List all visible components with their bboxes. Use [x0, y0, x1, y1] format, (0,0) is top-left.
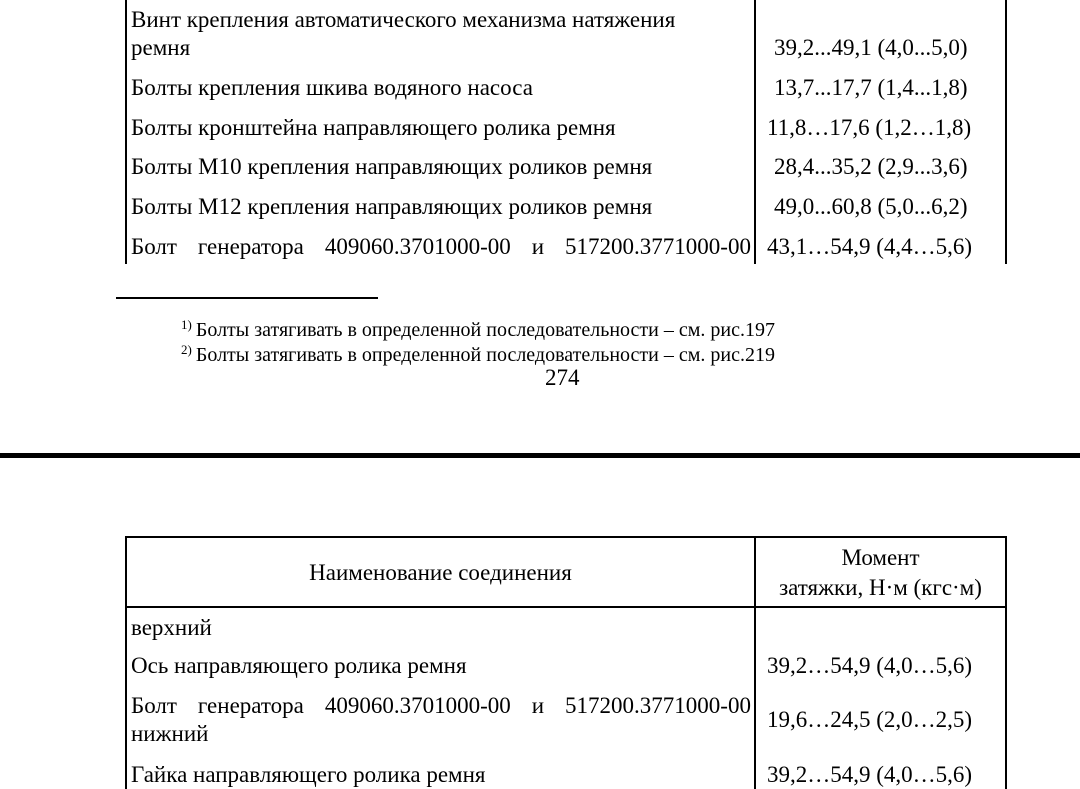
table-cell-value: 19,6…24,5 (2,0…2,5)	[767, 707, 973, 732]
footnote-separator	[116, 297, 378, 299]
footnote-2	[181, 338, 775, 367]
word: и	[531, 234, 545, 259]
table-cell-value: 39,2…54,9 (4,0…5,6)	[767, 653, 973, 678]
column-header-name: Наименование соединения	[309, 560, 572, 585]
footnote-mark: 2)	[181, 342, 192, 357]
word: 409060.3701000-00	[324, 693, 511, 718]
table-header-border	[125, 606, 1007, 608]
word: Болт	[131, 693, 177, 718]
table-cell-name: Болты кронштейна направляющего ролика ремня	[131, 115, 616, 140]
footnote-mark: 1)	[181, 317, 192, 332]
table-cell-name: Болты М12 крепления направляющих роликов ремня	[131, 194, 653, 219]
table-right-border	[1005, 0, 1007, 264]
word: 517200.3771000-00	[565, 234, 751, 259]
table-cell-value: 43,1…54,9 (4,4…5,6)	[767, 234, 973, 259]
table-cell-value: 49,0...60,8 (5,0...6,2)	[774, 194, 968, 219]
table-cell-value: 39,2...49,1 (4,0...5,0)	[774, 35, 968, 60]
table-left-border	[125, 0, 127, 264]
table-cell-name: Гайка направляющего ролика ремня	[131, 762, 486, 787]
table-cell-name	[131, 692, 751, 720]
table-cell-name: Болты М10 крепления направляющих роликов ремня	[131, 154, 653, 179]
footnote-text: Болты затягивать в определенной последовательности – см. рис.219	[195, 344, 775, 366]
table-right-border	[1005, 536, 1007, 789]
page-number: 274	[545, 365, 580, 390]
column-header-value-line2: затяжки, Н·м (кгс·м)	[779, 575, 982, 600]
page-divider	[0, 453, 1080, 458]
word: Болт	[131, 234, 177, 259]
column-header-value-line1: Момент	[841, 545, 920, 570]
table-cell-name: ремня	[131, 35, 191, 60]
table-cell-name: верхний	[131, 615, 212, 640]
table-cell-value: 13,7...17,7 (1,4...1,8)	[774, 75, 968, 100]
word: 517200.3771000-00	[565, 693, 751, 718]
table-cell-name: нижний	[131, 721, 209, 746]
table-cell-name: Ось направляющего ролика ремня	[131, 653, 467, 678]
word: генератора	[197, 693, 304, 718]
word: и	[531, 693, 545, 718]
table-cell-name: Болты крепления шкива водяного насоса	[131, 75, 533, 100]
word: генератора	[197, 234, 304, 259]
table-cell-value: 28,4...35,2 (2,9...3,6)	[774, 154, 968, 179]
table-cell-value: 39,2…54,9 (4,0…5,6)	[767, 762, 973, 787]
table-top-border	[125, 536, 1007, 538]
word: 409060.3701000-00	[324, 234, 511, 259]
table-cell-value: 11,8…17,6 (1,2…1,8)	[767, 115, 972, 140]
table-cell-name: Винт крепления автоматического механизма натяжения	[131, 7, 676, 32]
table-column-divider	[754, 0, 756, 264]
table-cell-name	[131, 233, 751, 261]
footnote-text: Болты затягивать в определенной последовательности – см. рис.197	[195, 319, 775, 341]
